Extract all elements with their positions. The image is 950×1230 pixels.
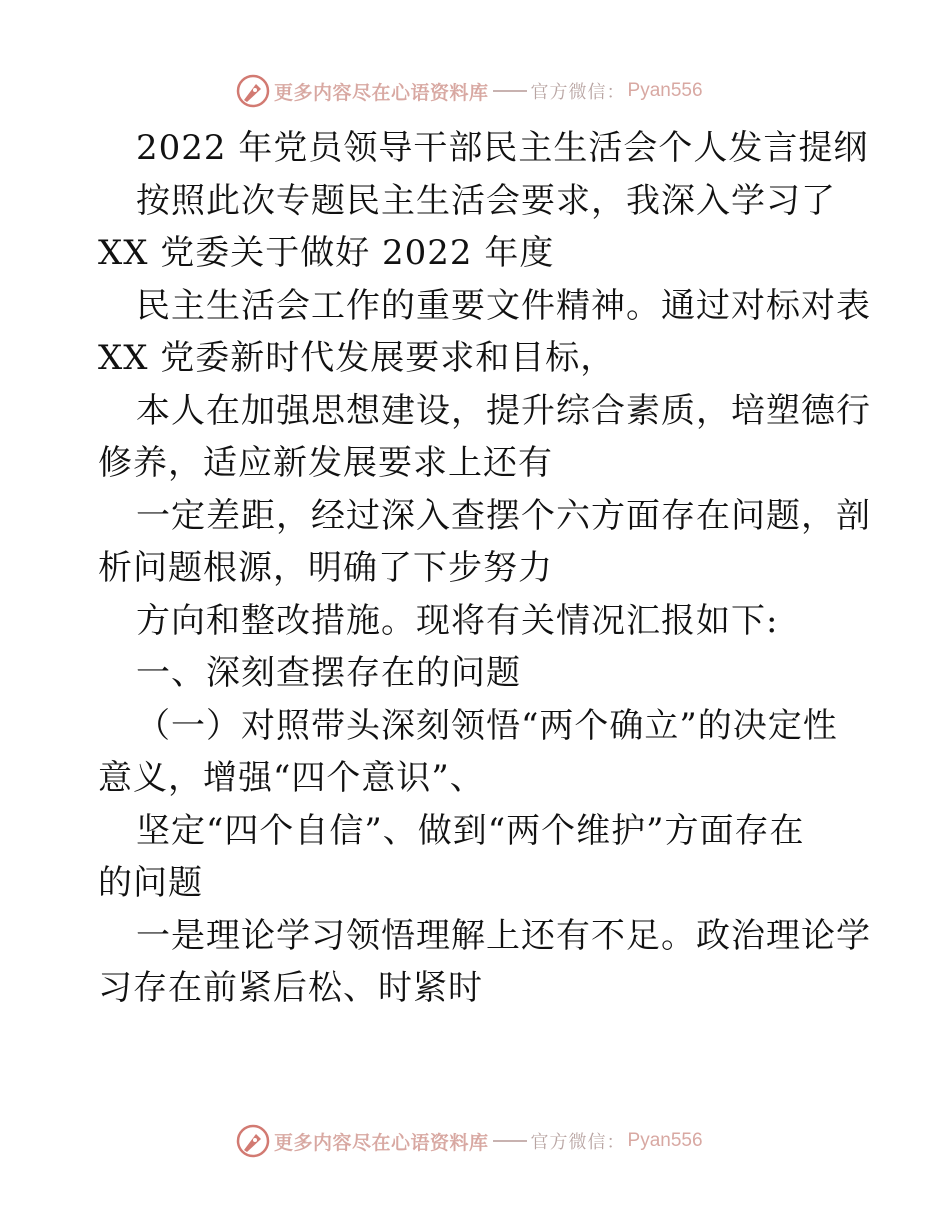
watermark-dash [493,90,527,92]
watermark-text: 更多内容尽在心语资料库 [274,1131,489,1154]
text-line: 一是理论学习领悟理解上还有不足。政治理论学 [136,915,871,956]
text-line: 意义，增强“四个意识”、 [98,758,485,798]
text-line: 修养，适应新发展要求上还有 [98,443,553,483]
subsection-heading: （一）对照带头深刻领悟“两个确立”的决定性 [136,705,838,746]
text-line: 一定差距，经过深入查摆个六方面存在问题，剖 [136,495,871,536]
watermark-footer [236,1124,703,1158]
watermark-official-label: 官方微信： [530,82,626,103]
text-line: 民主生活会工作的重要文件精神。通过对标对表 [136,285,871,326]
document-title: 2022 年党员领导干部民主生活会个人发言提纲 [136,128,869,168]
section-heading: 一、深刻查摆存在的问题 [136,653,521,693]
document-body [98,122,871,1015]
watermark-official-label: 官方微信： [530,1132,626,1153]
text-line: 坚定“四个自信”、做到“两个维护”方面存在 [136,810,805,851]
watermark-text: 更多内容尽在心语资料库 [274,81,489,104]
watermark-header [236,74,703,108]
text-line: 本人在加强思想建设，提升综合素质，培塑德行 [136,390,871,431]
watermark-wechat-id: Pyan556 [627,1130,703,1151]
pen-nib-logo-icon [236,74,270,108]
text-line: 析问题根源，明确了下步努力 [98,548,553,588]
text-line: 习存在前紧后松、时紧时 [98,968,483,1008]
text-line: XX 党委关于做好 2022 年度 [98,233,555,273]
text-line: XX 党委新时代发展要求和目标， [98,338,616,378]
watermark-wechat-id: Pyan556 [627,80,703,101]
pen-nib-logo-icon [236,1124,270,1158]
text-line: 按照此次专题民主生活会要求，我深入学习了 [136,180,836,221]
text-line: 方向和整改措施。现将有关情况汇报如下: [136,600,779,641]
text-line: 的问题 [98,863,203,903]
watermark-dash [493,1140,527,1142]
